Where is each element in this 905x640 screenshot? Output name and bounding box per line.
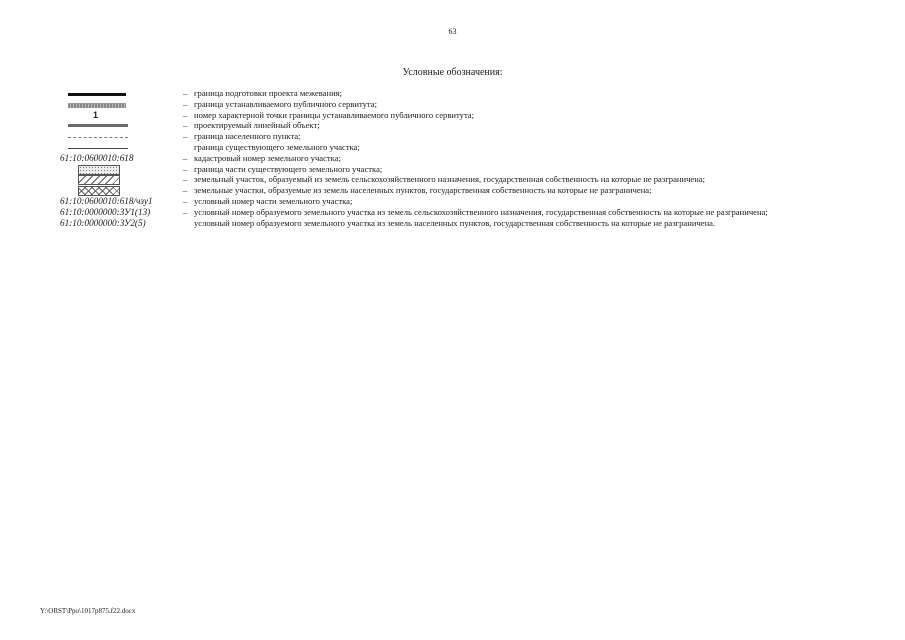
legend-description: граница устанавливаемого публичного сервитута;: [194, 98, 377, 109]
legend-symbol: [60, 164, 176, 175]
legend-dash: –: [182, 206, 188, 217]
servitude-line-symbol: [68, 103, 126, 108]
settlement-line-symbol: [68, 137, 128, 138]
legend-row: [60, 131, 860, 142]
legend-dash: –: [182, 163, 188, 174]
file-path-footer: Y:\ORST\Ppo\1017p875.f22.docx: [40, 607, 136, 615]
legend-dash: –: [182, 109, 188, 120]
legend-symbol: 61:10:0600010:618: [60, 152, 134, 163]
legend-symbol: [60, 120, 176, 131]
legend-symbol: [60, 131, 176, 142]
legend-description: номер характерной точки границы устанавливаемого публичного сервитута;: [194, 109, 475, 120]
box-dots-symbol: [78, 165, 120, 175]
legend-row: [60, 88, 860, 99]
legend-row: [60, 142, 860, 153]
legend-dash: –: [182, 131, 188, 142]
legend-symbol: [60, 174, 176, 185]
legend-symbol: [60, 88, 176, 99]
legend-description: проектируемый линейный объект;: [194, 120, 320, 131]
legend-description: земельный участок, образуемый из земель сельскохозяйственного назначения, государственная собственность на которые не разграничена;: [194, 174, 706, 185]
legend-row: [60, 196, 860, 207]
legend-dash: –: [182, 174, 188, 185]
legend: [60, 88, 860, 228]
legend-row: [60, 99, 860, 110]
legend-symbol: 61:10:0000000:ЗУ1(13): [60, 206, 151, 217]
legend-description: граница существующего земельного участка;: [194, 141, 360, 152]
legend-description: условный номер части земельного участка;: [194, 195, 353, 206]
point-number-symbol: 1: [93, 109, 99, 120]
page-number: 63: [448, 27, 457, 36]
legend-description: условный номер образуемого земельного участка из земель сельскохозяйственного назначения, государственная собственность на которые не разграничена;: [194, 206, 768, 217]
thick-line-symbol: [68, 93, 126, 96]
legend-dash: –: [182, 195, 188, 206]
legend-dash: –: [182, 120, 188, 131]
legend-description: граница подготовки проекта межевания;: [194, 88, 343, 98]
legend-dash: –: [182, 98, 188, 109]
legend-dash: –: [182, 152, 188, 163]
box-hatch-symbol: [78, 175, 120, 185]
legend-row: [60, 120, 860, 131]
legend-symbol: [60, 99, 176, 110]
legend-row: [60, 185, 860, 196]
legend-row: [60, 153, 860, 164]
box-cross-symbol: [78, 186, 120, 196]
legend-title: Условные обозначения:: [402, 67, 503, 78]
legend-symbol: [60, 110, 176, 121]
legend-symbol: 61:10:0600010:618/чзу1: [60, 195, 153, 206]
legend-description: условный номер образуемого земельного участка из земель населенных пунктов, государственная собственность на которые не разграничена.: [194, 217, 716, 228]
parcel-line-symbol: [68, 148, 128, 149]
legend-description: кадастровый номер земельного участка;: [194, 152, 341, 163]
legend-row: [60, 207, 860, 218]
legend-description: граница населенного пункта;: [194, 131, 301, 142]
legend-row: [60, 174, 860, 185]
legend-symbol: [60, 142, 176, 153]
legend-row: [60, 110, 860, 121]
legend-description: граница части существующего земельного участка;: [194, 163, 383, 174]
legend-symbol: [60, 185, 176, 196]
linear-object-symbol: [68, 124, 128, 127]
legend-row: [60, 218, 860, 229]
legend-dash: –: [182, 88, 188, 98]
legend-row: [60, 164, 860, 175]
legend-symbol: 61:10:0000000:ЗУ2(5): [60, 217, 146, 228]
legend-description: земельные участки, образуемые из земель населенных пунктов, государственная собственность на которые не разграничена;: [194, 185, 652, 196]
legend-dash: –: [182, 185, 188, 196]
